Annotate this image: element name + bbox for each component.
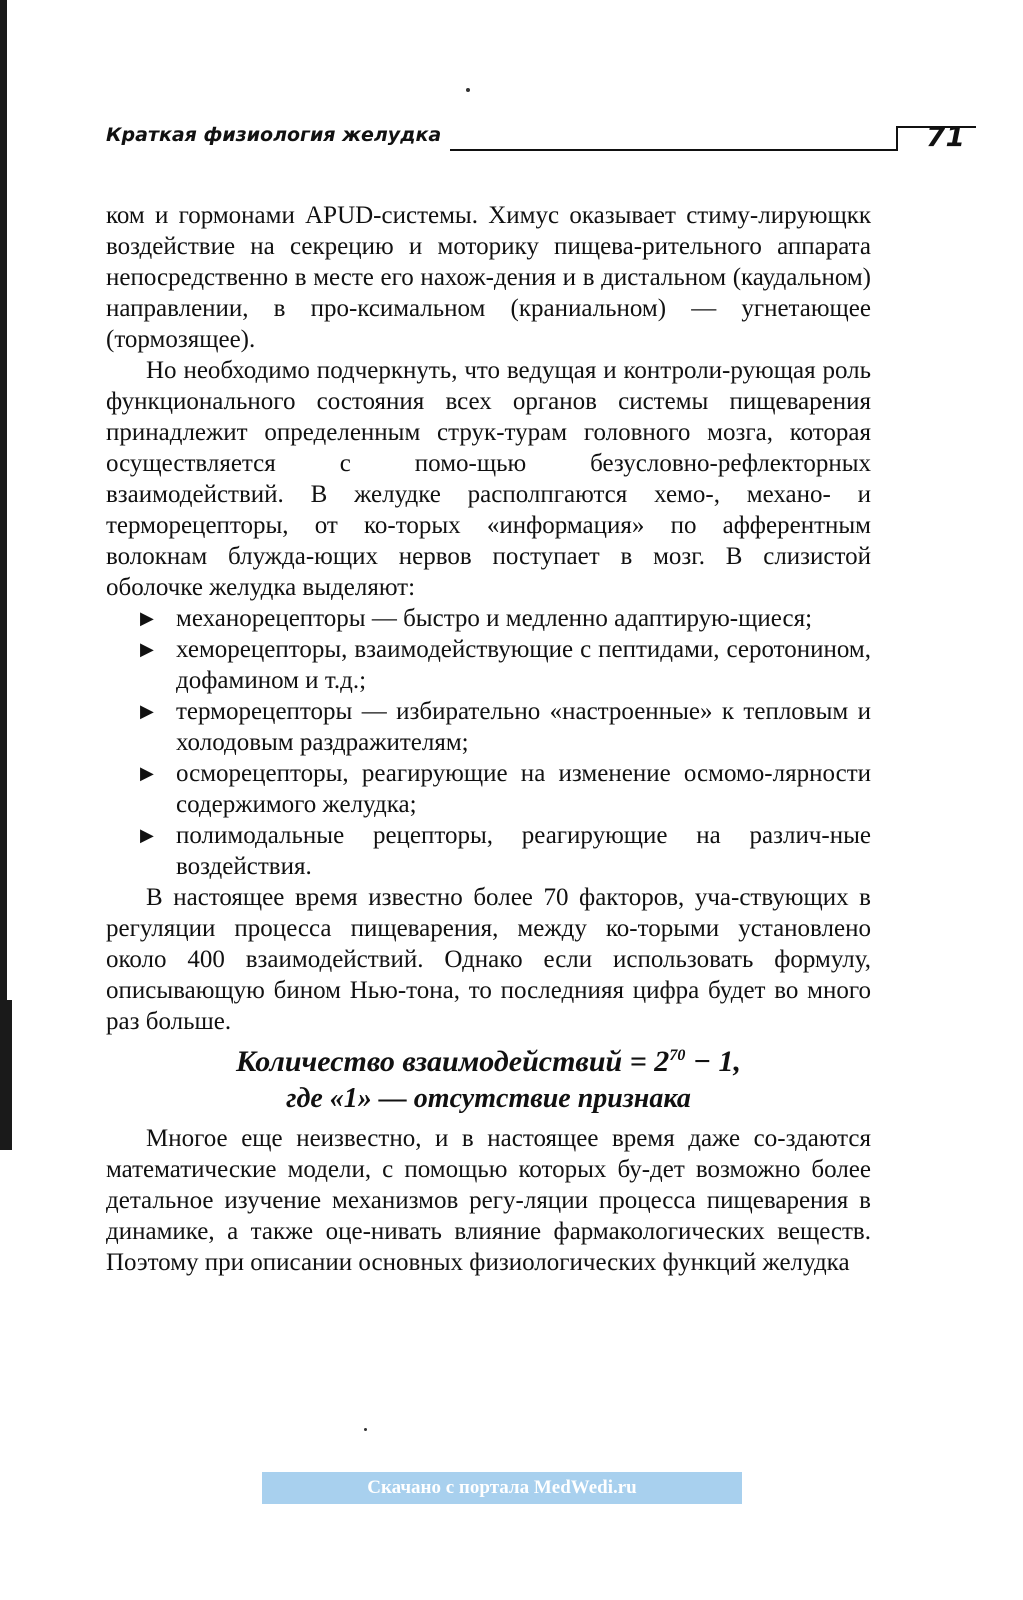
paragraph-3: В настоящее время известно более 70 факторов, уча-ствующих в регуляции процесса пищеварения, между ко-торыми установлено около 400 взаимодействий. Однако если использовать формулу, описывающую бином Нью-тона, то последнияя цифра будет во много раз больше.: [106, 884, 871, 1035]
scan-speck: [466, 88, 470, 92]
scan-left-edge-lower: [0, 1000, 12, 1150]
list-item: [106, 758, 871, 820]
receptor-list: [106, 603, 871, 882]
bullet-arrow-icon: ▶: [140, 825, 154, 845]
formula-line-1: [106, 1043, 871, 1080]
list-item-text: терморецепторы — избирательно «настроенные» к тепловым и холодовым раздражителям;: [176, 698, 871, 756]
header-bracket: [896, 126, 898, 151]
formula-suffix: − 1,: [685, 1045, 741, 1078]
bullet-arrow-icon: ▶: [140, 701, 154, 721]
download-watermark: Скачано с портала MedWedi.ru: [262, 1472, 742, 1504]
running-header: [106, 118, 965, 158]
scan-speck: [364, 1428, 367, 1431]
paragraph-2: Но необходимо подчеркнуть, что ведущая и контроли-рующая роль функционального состояния всех органов системы пищеварения принадлежит определенным струк-турам головного мозга, которая осуществляется с помо-щью безусловно-рефлекторных взаимодействий. В желудке располпгаются хемо-, механо- и терморецепторы, от ко-торых «информация» по афферентным волокнам блужда-ющих нервов поступает в мозг. В слизистой оболочке желудка выделяют:: [106, 357, 871, 601]
list-item-text: осморецепторы, реагирующие на изменение осмомо-лярности содержимого желудка;: [176, 760, 871, 818]
list-item: [106, 634, 871, 696]
list-item-text: механорецепторы — быстро и медленно адаптирую-щиеся;: [176, 605, 813, 632]
bullet-arrow-icon: ▶: [140, 608, 154, 628]
list-item-text: полимодальные рецепторы, реагирующие на различ-ные воздействия.: [176, 822, 871, 880]
formula-line-2: где «1» — отсутствие признака: [286, 1083, 691, 1114]
list-item-text: хеморецепторы, взаимодействующие с пептидами, серотонином, дофамином и т.д.;: [176, 636, 871, 694]
page-number: 71: [926, 120, 965, 153]
formula-exponent: 70: [669, 1047, 686, 1064]
scan-left-edge: [0, 0, 7, 1150]
paragraph-1: ком и гормонами APUD-системы. Химус оказывает стиму-лирующкк воздействие на секрецию и моторику пищева-рительного аппарата непосредственно в месте его нахож-дения и в дистальном (каудальном) направлении, в про-ксимальном (краниальном) — угнетающее (тормозящее).: [106, 202, 871, 353]
running-header-title: Краткая физиология желудка: [106, 124, 442, 146]
formula: [106, 1043, 871, 1117]
header-rule: [450, 149, 898, 151]
list-item: [106, 603, 871, 634]
page-body: [106, 200, 871, 1278]
list-item: [106, 696, 871, 758]
bullet-arrow-icon: ▶: [140, 639, 154, 659]
formula-text: Количество взаимодействий = 2: [235, 1045, 670, 1078]
list-item: [106, 820, 871, 882]
paragraph-4: Многое еще неизвестно, и в настоящее время даже со-здаются математические модели, с помощью которых бу-дет возможно более детальное изучение механизмов регу-ляции процесса пищеварения в динамике, а также оце-нивать влияние фармакологических веществ. Поэтому при описании основных физиологических функций желудка: [106, 1125, 871, 1276]
bullet-arrow-icon: ▶: [140, 763, 154, 783]
